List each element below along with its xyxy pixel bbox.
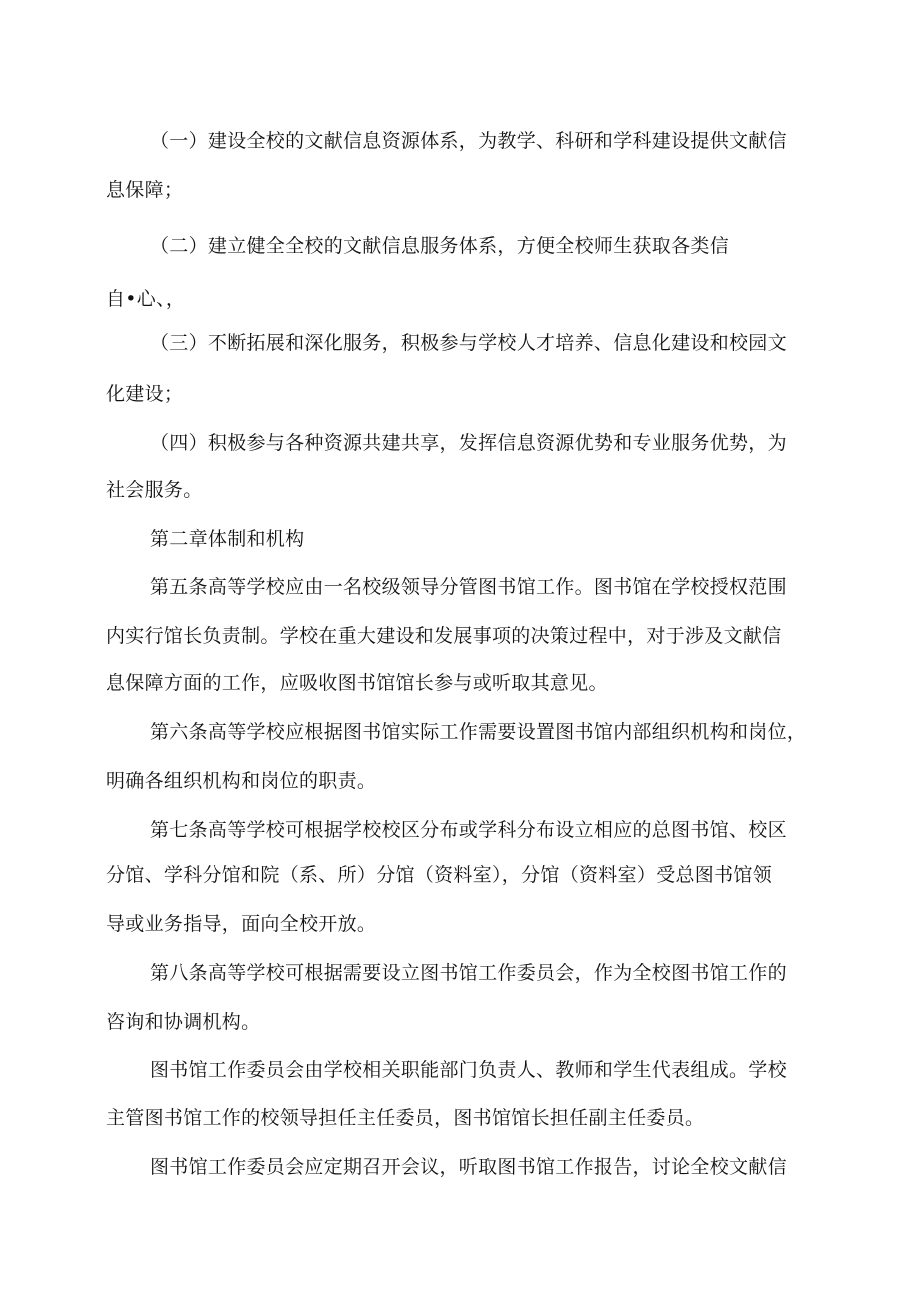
text-line: 息保障；	[106, 179, 184, 201]
text-line: 自•心、，	[106, 288, 186, 310]
text-line: 导或业务指导，面向全校开放。	[106, 913, 377, 935]
text-line: 主管图书馆工作的校领导担任主任委员，图书馆馆长担任副主任委员。	[106, 1107, 705, 1129]
text-line: 第七条高等学校可根据学校校区分布或学科分布设立相应的总图书馆、校区	[150, 819, 787, 841]
text-line: 第六条高等学校应根据图书馆实际工作需要设置图书馆内部组织机构和岗位，	[150, 721, 807, 743]
text-line: 咨询和协调机构。	[106, 1011, 261, 1033]
text-line: 图书馆工作委员会由学校相关职能部门负责人、教师和学生代表组成。学校	[150, 1059, 787, 1081]
text-line: （四）积极参与各种资源共建共享，发挥信息资源优势和专业服务优势，为	[150, 432, 787, 454]
text-line: 分馆、学科分馆和院（系、所）分馆（资料室），分馆（资料室）受总图书馆领	[106, 864, 773, 886]
text-line: 息保障方面的工作，应吸收图书馆馆长参与或听取其意见。	[106, 672, 608, 694]
text-line: 图书馆工作委员会应定期召开会议，听取图书馆工作报告，讨论全校文献信	[150, 1156, 787, 1178]
text-line: （三）不断拓展和深化服务，积极参与学校人才培养、信息化建设和校园文	[150, 332, 787, 354]
text-line: （一）建设全校的文献信息资源体系，为教学、科研和学科建设提供文献信	[150, 130, 787, 152]
text-line: 明确各组织机构和岗位的职责。	[106, 770, 377, 792]
text-line: 第五条高等学校应由一名校级领导分管图书馆工作。图书馆在学校授权范围	[150, 576, 787, 598]
text-line: 社会服务。	[106, 479, 203, 501]
text-line: 化建设；	[106, 383, 184, 405]
text-line: 内实行馆长负责制。学校在重大建设和发展事项的决策过程中，对于涉及文献信	[106, 625, 782, 647]
chapter-heading: 第二章体制和机构	[150, 528, 305, 550]
text-line: 第八条高等学校可根据需要设立图书馆工作委员会，作为全校图书馆工作的	[150, 962, 787, 984]
text-line: （二）建立健全全校的文献信息服务体系，方便全校师生获取各类信	[150, 235, 730, 257]
